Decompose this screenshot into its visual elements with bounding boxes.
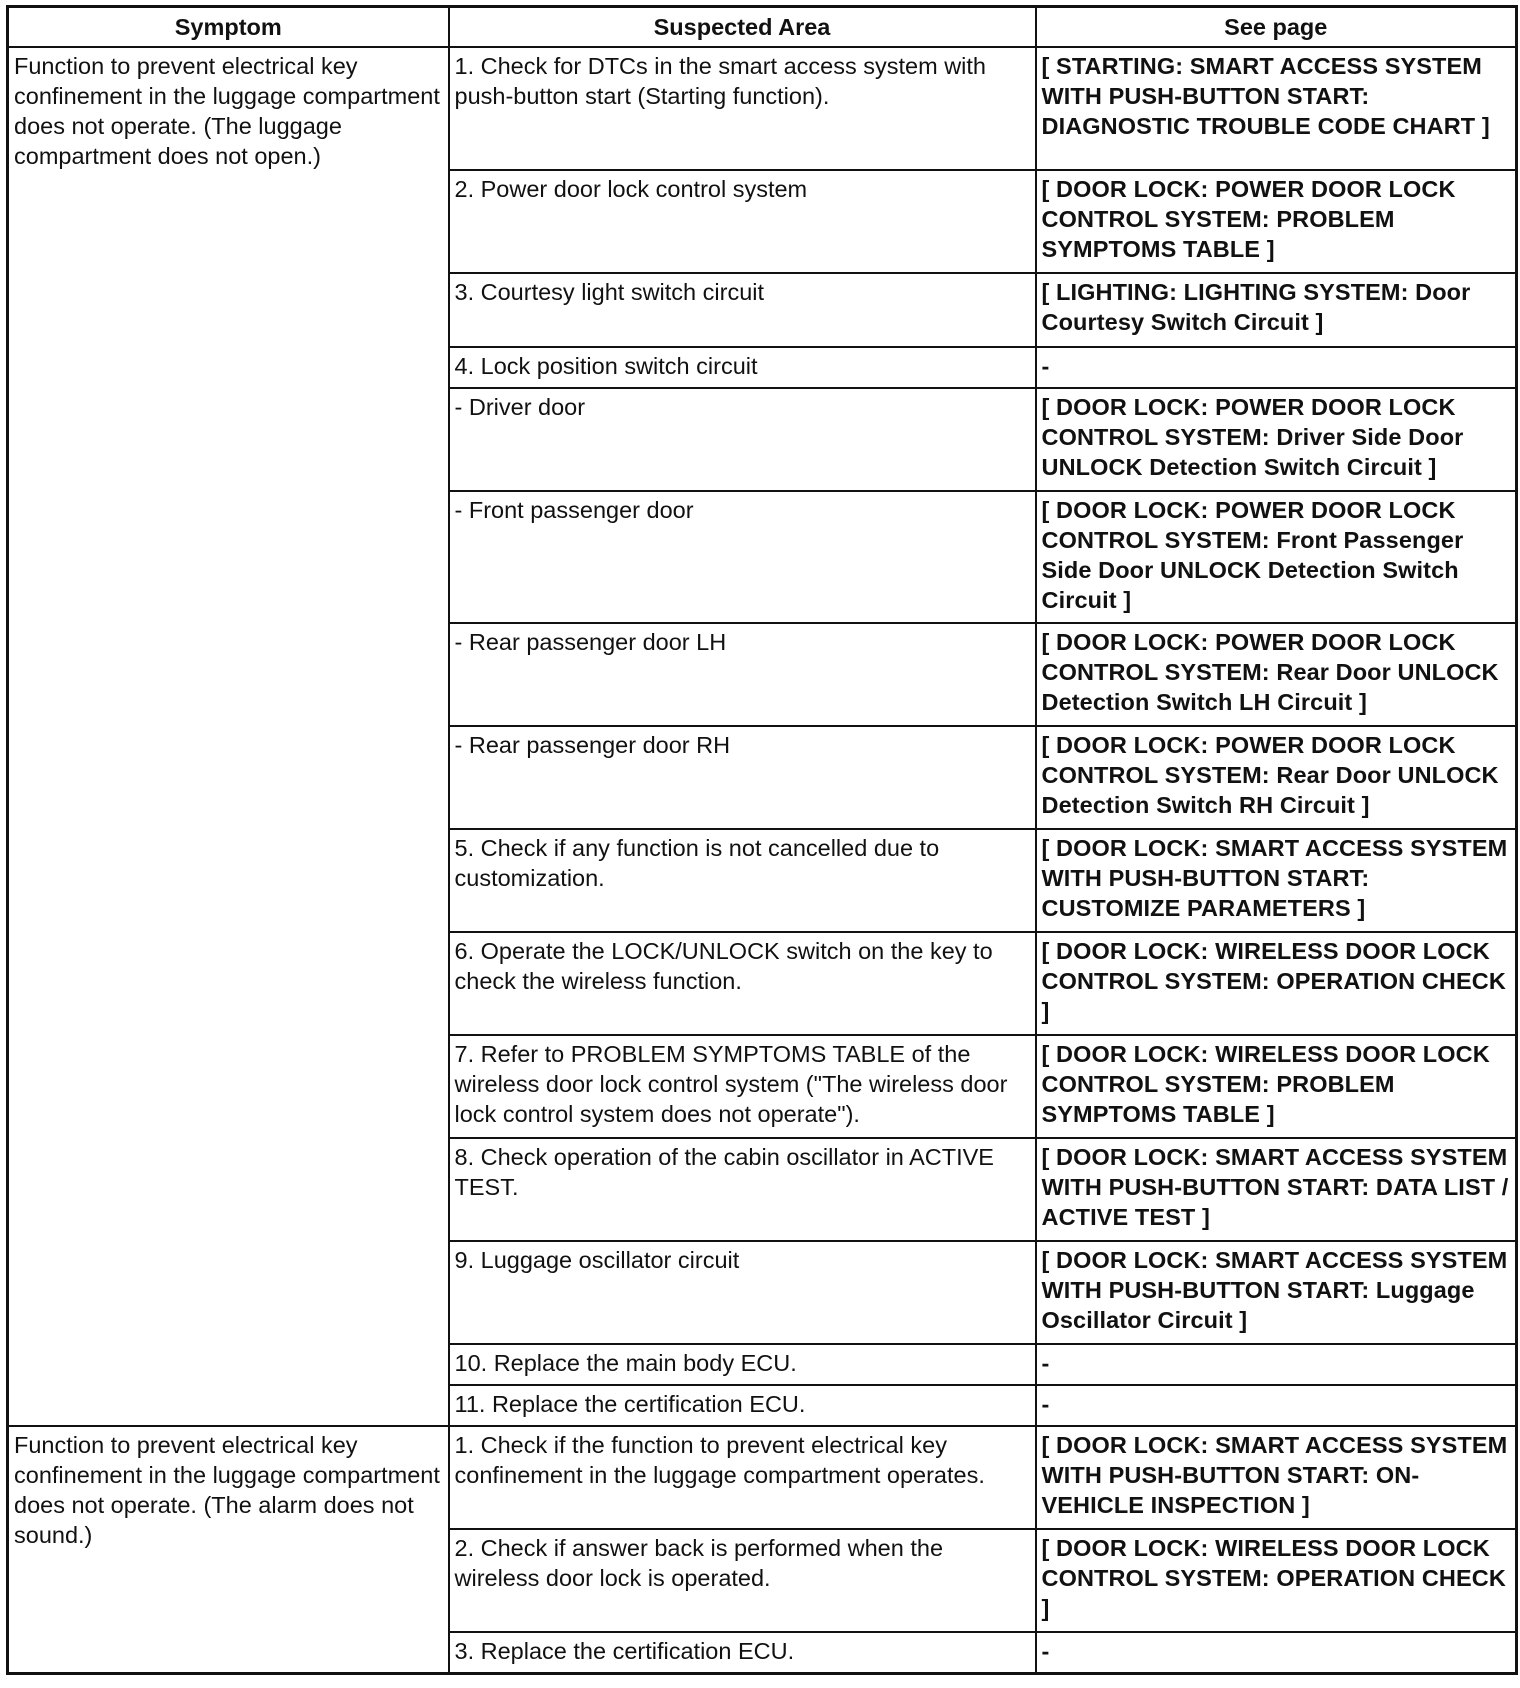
see-page-cell: [ DOOR LOCK: SMART ACCESS SYSTEM WITH PUSH-BUTTON START: DATA LIST / ACTIVE TEST ] xyxy=(1036,1138,1517,1241)
see-page-cell: [ STARTING: SMART ACCESS SYSTEM WITH PUSH-BUTTON START: DIAGNOSTIC TROUBLE CODE CHART ] xyxy=(1036,47,1517,170)
see-page-cell: [ LIGHTING: LIGHTING SYSTEM: Door Courtesy Switch Circuit ] xyxy=(1036,273,1517,347)
see-page-cell: [ DOOR LOCK: WIRELESS DOOR LOCK CONTROL SYSTEM: PROBLEM SYMPTOMS TABLE ] xyxy=(1036,1035,1517,1138)
suspected-area-cell: 4. Lock position switch circuit xyxy=(449,347,1036,388)
table-row xyxy=(8,1426,1517,1529)
suspected-area-cell: 5. Check if any function is not cancelled due to customization. xyxy=(449,829,1036,932)
see-page-cell: [ DOOR LOCK: POWER DOOR LOCK CONTROL SYSTEM: PROBLEM SYMPTOMS TABLE ] xyxy=(1036,170,1517,273)
header-see-page: See page xyxy=(1036,7,1517,48)
see-page-cell: - xyxy=(1036,1344,1517,1385)
suspected-area-cell: 7. Refer to PROBLEM SYMPTOMS TABLE of the wireless door lock control system ("The wireless door lock control system does not operate"). xyxy=(449,1035,1036,1138)
suspected-area-cell: 11. Replace the certification ECU. xyxy=(449,1385,1036,1426)
problem-symptoms-sheet xyxy=(6,5,1515,1675)
see-page-cell: [ DOOR LOCK: POWER DOOR LOCK CONTROL SYSTEM: Front Passenger Side Door UNLOCK Detection Switch Circuit ] xyxy=(1036,491,1517,623)
see-page-cell: [ DOOR LOCK: SMART ACCESS SYSTEM WITH PUSH-BUTTON START: ON-VEHICLE INSPECTION ] xyxy=(1036,1426,1517,1529)
see-page-cell: - xyxy=(1036,347,1517,388)
suspected-area-cell: 2. Power door lock control system xyxy=(449,170,1036,273)
suspected-area-cell: - Rear passenger door RH xyxy=(449,726,1036,829)
symptom-cell: Function to prevent electrical key confinement in the luggage compartment does not operate. (The luggage compartment does not open.) xyxy=(8,47,449,1426)
see-page-cell: - xyxy=(1036,1385,1517,1426)
see-page-cell: [ DOOR LOCK: POWER DOOR LOCK CONTROL SYSTEM: Rear Door UNLOCK Detection Switch LH Circuit ] xyxy=(1036,623,1517,726)
suspected-area-cell: 9. Luggage oscillator circuit xyxy=(449,1241,1036,1344)
suspected-area-cell: 10. Replace the main body ECU. xyxy=(449,1344,1036,1385)
suspected-area-cell: 6. Operate the LOCK/UNLOCK switch on the key to check the wireless function. xyxy=(449,932,1036,1035)
suspected-area-cell: 3. Replace the certification ECU. xyxy=(449,1632,1036,1674)
header-row xyxy=(8,7,1517,48)
suspected-area-cell: 2. Check if answer back is performed when the wireless door lock is operated. xyxy=(449,1529,1036,1632)
table-row xyxy=(8,47,1517,170)
header-suspected-area: Suspected Area xyxy=(449,7,1036,48)
problem-symptoms-table xyxy=(6,5,1518,1675)
header-symptom: Symptom xyxy=(8,7,449,48)
suspected-area-cell: - Rear passenger door LH xyxy=(449,623,1036,726)
suspected-area-cell: 1. Check if the function to prevent electrical key confinement in the luggage compartment operates. xyxy=(449,1426,1036,1529)
see-page-cell: [ DOOR LOCK: SMART ACCESS SYSTEM WITH PUSH-BUTTON START: Luggage Oscillator Circuit ] xyxy=(1036,1241,1517,1344)
see-page-cell: - xyxy=(1036,1632,1517,1674)
suspected-area-cell: - Driver door xyxy=(449,388,1036,491)
suspected-area-cell: 3. Courtesy light switch circuit xyxy=(449,273,1036,347)
see-page-cell: [ DOOR LOCK: SMART ACCESS SYSTEM WITH PUSH-BUTTON START: CUSTOMIZE PARAMETERS ] xyxy=(1036,829,1517,932)
suspected-area-cell: 1. Check for DTCs in the smart access system with push-button start (Starting function). xyxy=(449,47,1036,170)
suspected-area-cell: - Front passenger door xyxy=(449,491,1036,623)
suspected-area-cell: 8. Check operation of the cabin oscillator in ACTIVE TEST. xyxy=(449,1138,1036,1241)
symptom-cell: Function to prevent electrical key confinement in the luggage compartment does not operate. (The alarm does not sound.) xyxy=(8,1426,449,1674)
see-page-cell: [ DOOR LOCK: POWER DOOR LOCK CONTROL SYSTEM: Driver Side Door UNLOCK Detection Switch Circuit ] xyxy=(1036,388,1517,491)
see-page-cell: [ DOOR LOCK: POWER DOOR LOCK CONTROL SYSTEM: Rear Door UNLOCK Detection Switch RH Circuit ] xyxy=(1036,726,1517,829)
see-page-cell: [ DOOR LOCK: WIRELESS DOOR LOCK CONTROL SYSTEM: OPERATION CHECK ] xyxy=(1036,932,1517,1035)
see-page-cell: [ DOOR LOCK: WIRELESS DOOR LOCK CONTROL SYSTEM: OPERATION CHECK ] xyxy=(1036,1529,1517,1632)
